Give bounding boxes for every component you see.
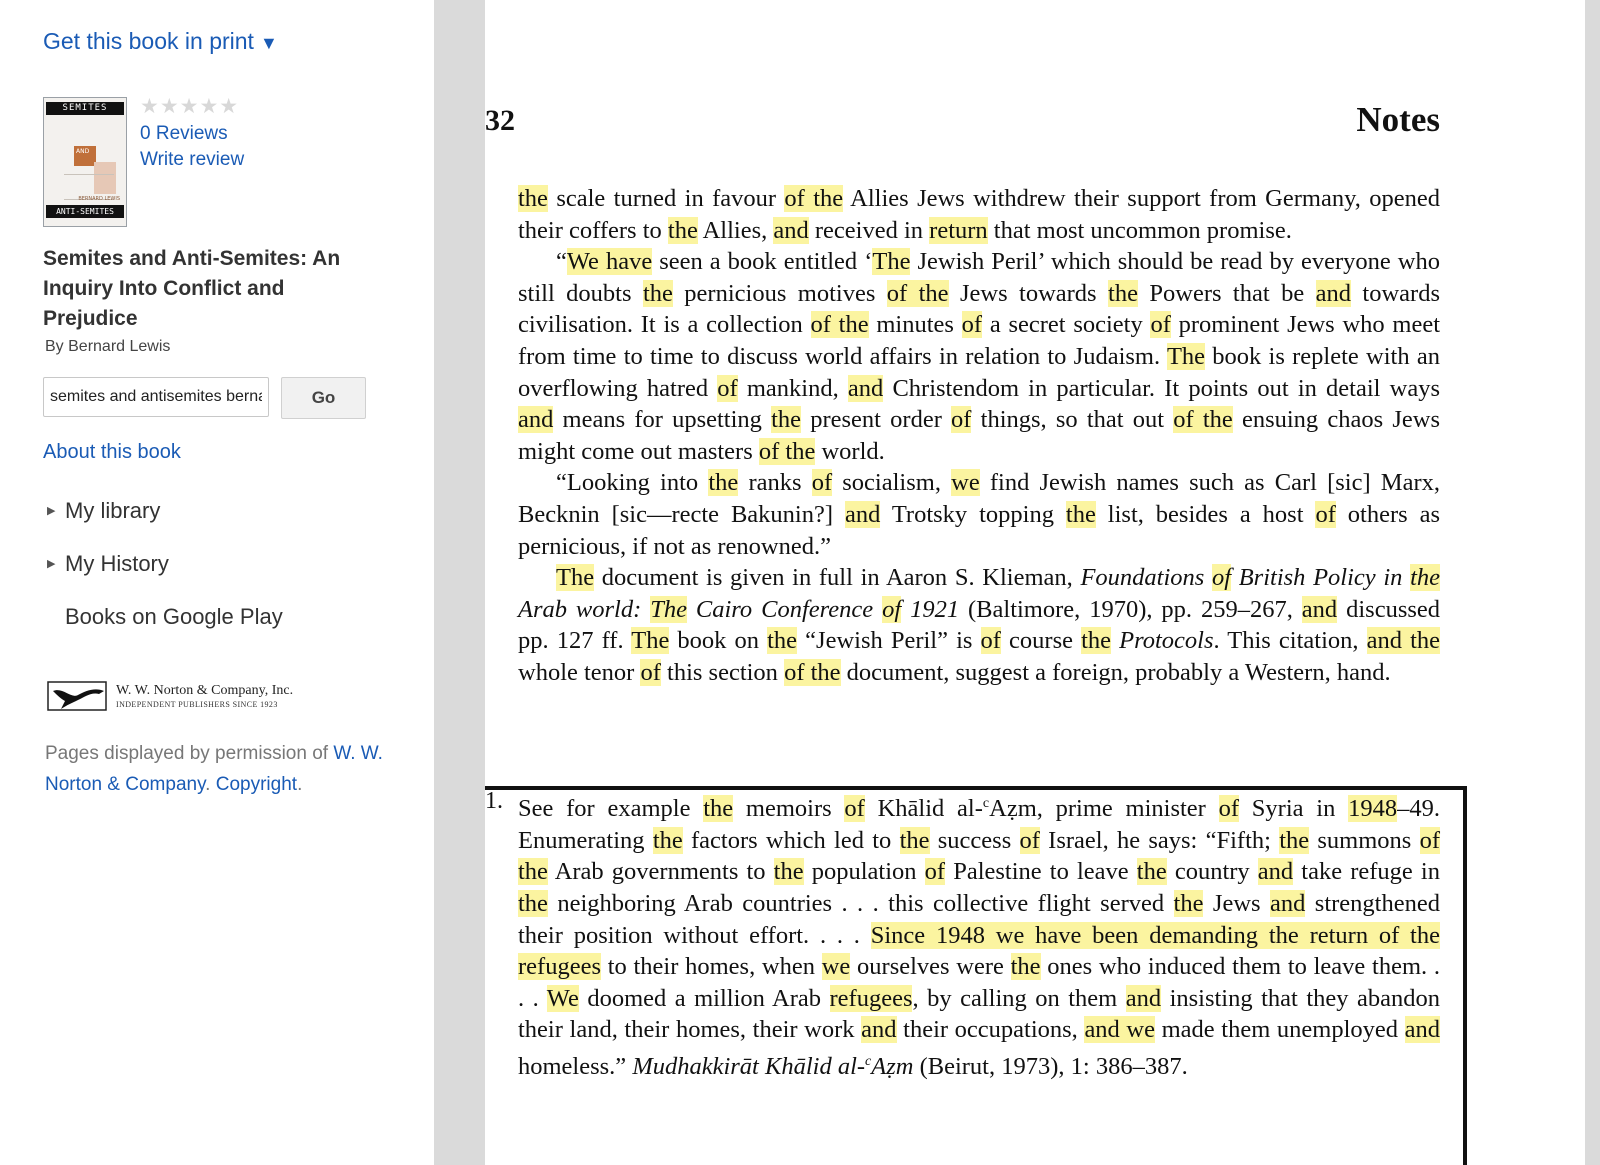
permission-notice (45, 738, 390, 800)
page-number: 32 (485, 104, 515, 137)
sidebar-item-my-history[interactable] (47, 551, 169, 577)
period: . (205, 774, 216, 795)
write-review-link[interactable]: Write review (140, 149, 245, 170)
cover-author-text: BERNARD LEWIS (78, 196, 120, 202)
dropdown-arrow-icon: ▼ (259, 33, 278, 53)
sidebar-item-books-on-google-play[interactable]: Books on Google Play (65, 604, 283, 629)
get-print-label: Get this book in print (43, 28, 254, 54)
sidebar (0, 0, 434, 1165)
publisher-name: W. W. Norton & Company, Inc. (116, 683, 294, 698)
book-cover-thumbnail[interactable] (43, 97, 127, 227)
publisher-logo-icon[interactable] (47, 679, 109, 715)
sidebar-item-label: My library (65, 498, 161, 523)
search-in-book-input[interactable] (43, 377, 269, 417)
reviews-link[interactable]: 0 Reviews (140, 123, 228, 144)
about-this-book-link[interactable]: About this book (43, 441, 181, 463)
cover-title-band: SEMITES (46, 102, 124, 115)
paragraph: the scale turned in favour of the Allies Jews withdrew their support from Germany, opened their coffers to the Allies, and received in return that most uncommon promise. (518, 185, 1440, 244)
cover-graphic (74, 146, 96, 166)
go-button[interactable]: Go (281, 377, 366, 419)
paragraph: The document is given in full in Aaron S. Klieman, Foundations of British Policy in the Arab world: The Cairo Conference of 1921 (Baltimore, 1970), pp. 259–267, and discussed pp. 127 ff. The book on the “Jewish Peril” is of course the Protocols. This citation, and the whole tenor of this section of the document, suggest a foreign, probably a Western, hand. (518, 564, 1441, 686)
expand-triangle-icon: ▶ (47, 557, 56, 570)
book-author: By Bernard Lewis (45, 338, 171, 355)
period: . (297, 774, 303, 795)
rating-stars-icon[interactable]: ★★★★★ (140, 95, 240, 118)
note-number: 1. (485, 788, 503, 814)
publisher-tagline: INDEPENDENT PUBLISHERS SINCE 1923 (116, 700, 278, 709)
page-text-block-boxed (518, 788, 1440, 1083)
paragraph: “We have seen a book entitled ‘The Jewish Peril’ which should be read by everyone who still doubts the pernicious motives of the Jews towards the Powers that be and towards civilisation. It is a collection of the minutes of a secret society of prominent Jews who meet from time to time to discuss world affairs in relation to Judaism. The book is replete with an overflowing hatred of mankind, and Christendom in particular. It points out in detail ways and means for upsetting the present order of things, so that out of the ensuing chaos Jews might come out masters of the world. (518, 248, 1441, 465)
permission-text: Pages displayed by permission of (45, 743, 329, 764)
sidebar-item-my-library[interactable] (47, 498, 160, 524)
reader-scrollbar[interactable] (1585, 0, 1600, 1165)
copyright-link[interactable]: Copyright (215, 774, 298, 795)
expand-triangle-icon: ▶ (47, 504, 56, 517)
book-page (485, 0, 1585, 1165)
sidebar-item-label: My History (65, 551, 169, 576)
paragraph: “Looking into the ranks of socialism, we find Jewish names such as Carl [sic] Marx, Becknin [sic—recte Bakunin?] and Trotsky topping the list, besides a host of others as pernicious, if not as renowned.” (518, 469, 1441, 560)
page-text-block (518, 183, 1440, 689)
cover-and-text: AND (76, 148, 90, 155)
publisher-link[interactable]: W. W. Norton & Company (45, 743, 383, 795)
get-book-in-print-link[interactable] (43, 28, 278, 55)
running-head: Notes (1356, 100, 1440, 139)
paragraph: See for example the memoirs of Khālid al-$^c$Aẓm, prime minister of Syria in 1948–49. Enumerating the factors which led to the success of Israel, he says: “Fifth; the summons of the Arab governments to the population of Palestine to leave the country and take refuge in the neighboring Arab countries . . . this collective flight served the Jews and strengthened their position without effort. . . . Since 1948 we have been demanding the return of the refugees to their homes, when we ourselves were the ones who induced them to leave them. . . . We doomed a million Arab refugees, by calling on them and insisting that they abandon their land, their homes, their work and their occupations, and we made them unemployed and homeless.” Mudhakkirāt Khālid al-$^c$Aẓm (Beirut, 1973), 1: 386–387. (518, 795, 1441, 1081)
reader-gutter-left (434, 0, 485, 1165)
cover-subtitle-band: ANTI-SEMITES (46, 205, 124, 218)
book-title: Semites and Anti-Semites: An Inquiry Into Conflict and Prejudice (43, 247, 341, 330)
